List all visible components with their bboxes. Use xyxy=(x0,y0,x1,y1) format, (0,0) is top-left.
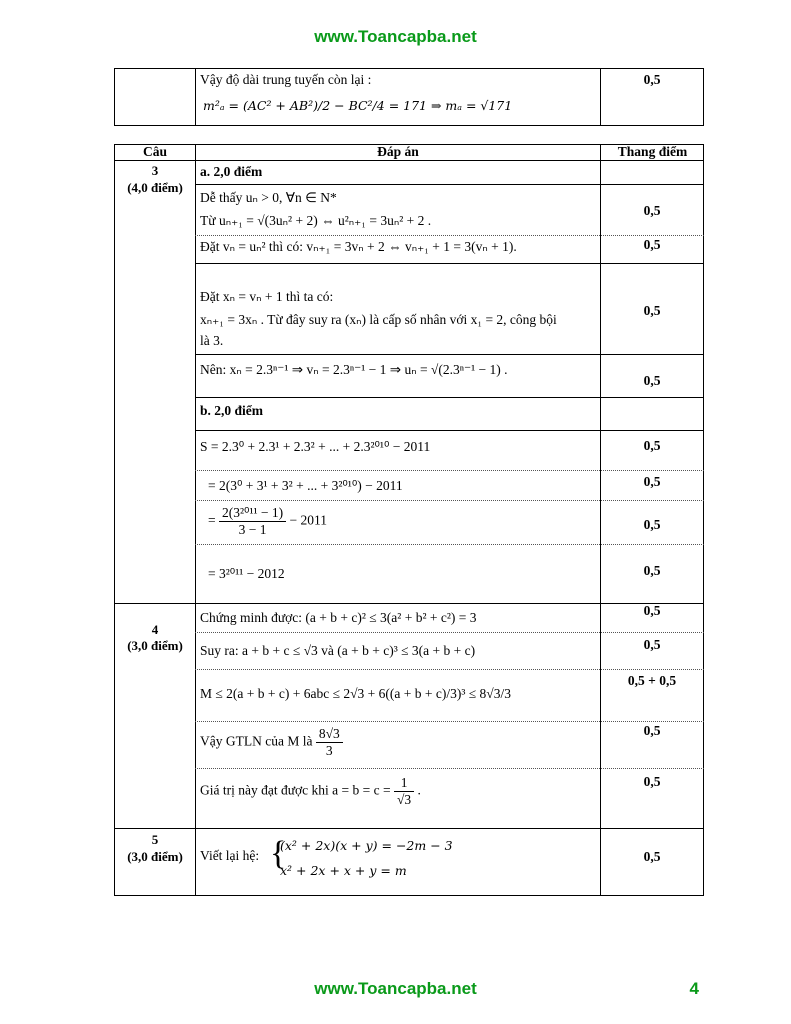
q3-number: 3 xyxy=(151,163,159,178)
q5-pre: Viết lại hệ: xyxy=(200,848,260,863)
q3-score-6: 0,5 xyxy=(643,474,661,489)
q3-score-1: 0,5 xyxy=(643,203,661,218)
q3-b1: S = 2.3⁰ + 2.3¹ + 2.3² + ... + 2.3²⁰¹⁰ − 2011 xyxy=(200,439,431,454)
q3-score-4: 0,5 xyxy=(643,373,661,388)
q3-part-a: a. 2,0 điểm xyxy=(200,164,263,179)
q4-r1: Chứng minh được: (a + b + c)² ≤ 3(a² + b² + c²) = 3 xyxy=(200,610,477,625)
q3-score-3: 0,5 xyxy=(643,303,661,318)
q3-a5: xₙ₊₁ = 3xₙ . Từ đây suy ra (xₙ) là cấp số nhân với x₁ = 2, công bội xyxy=(200,312,557,327)
header-site: www.Toancapba.net xyxy=(314,27,477,46)
top-formula: m²ₐ = (AC² + AB²)/2 − BC²/4 = 171 ⇒ mₐ = √171 xyxy=(203,98,513,113)
q3-score-2: 0,5 xyxy=(643,237,661,252)
q3-a3: Đặt vₙ = uₙ² thì có: vₙ₊₁ = 3vₙ + 2 ⇔ vₙ₊₁ + 1 = 3(vₙ + 1). xyxy=(200,239,517,254)
header-thang-diem: Thang điểm xyxy=(617,144,688,159)
q3-a2: Từ uₙ₊₁ = √(3uₙ² + 2) ⇔ u²ₙ₊₁ = 3uₙ² + 2 . xyxy=(200,213,432,228)
q3-b2: = 2(3⁰ + 3¹ + 3² + ... + 3²⁰¹⁰) − 2011 xyxy=(208,478,403,493)
q3-a4: Đặt xₙ = vₙ + 1 thì ta có: xyxy=(200,289,334,304)
q3-a6: là 3. xyxy=(200,333,224,348)
q5-brace: { xyxy=(270,835,287,872)
top-text: Vậy độ dài trung tuyến còn lại : xyxy=(200,72,372,87)
q5-eq1: (x² + 2x)(x + y) = −2m − 3 xyxy=(280,838,453,853)
header-cau: Câu xyxy=(142,144,167,159)
q3-score-7: 0,5 xyxy=(643,517,661,532)
q4-score-4: 0,5 xyxy=(643,723,661,738)
q3-a1: Dễ thấy uₙ > 0, ∀n ∈ N* xyxy=(200,190,337,205)
q3-a7: Nên: xₙ = 2.3ⁿ⁻¹ ⇒ vₙ = 2.3ⁿ⁻¹ − 1 ⇒ uₙ = √(2.3ⁿ⁻¹ − 1) . xyxy=(200,362,508,377)
q4-r2: Suy ra: a + b + c ≤ √3 và (a + b + c)³ ≤ 3(a + b + c) xyxy=(200,643,476,658)
q4-score-3: 0,5 + 0,5 xyxy=(627,673,677,688)
q3-score-8: 0,5 xyxy=(643,563,661,578)
q5-points: (3,0 điểm) xyxy=(127,849,183,864)
q3-points: (4,0 điểm) xyxy=(127,180,183,195)
q3-b3: = $\frac{\text{2(3²⁰¹¹ − 1)}}{3 - 1}$ − 2011 xyxy=(208,505,328,537)
q4-r4: Vậy GTLN của M là $\frac{8√3}{3}$ xyxy=(200,726,343,759)
header-dap-an: Đáp án xyxy=(377,144,419,159)
footer-site: www.Toancapba.net xyxy=(314,979,477,998)
q4-points: (3,0 điểm) xyxy=(127,638,183,653)
q4-r5: Giá trị này đạt được khi a = b = c = $\frac{1}{√3}$ . xyxy=(200,775,421,807)
q5-score: 0,5 xyxy=(643,849,661,864)
page-number: 4 xyxy=(689,979,699,998)
q3-score-5: 0,5 xyxy=(643,438,661,453)
q4-score-2: 0,5 xyxy=(643,637,661,652)
top-score: 0,5 xyxy=(643,72,661,87)
q5-eq2: x² + 2x + x + y = m xyxy=(280,863,407,878)
q3-b4: = 3²⁰¹¹ − 2012 xyxy=(208,566,285,581)
q4-number: 4 xyxy=(151,622,159,637)
q5-number: 5 xyxy=(151,832,159,847)
q4-r3: M ≤ 2(a + b + c) + 6abc ≤ 2√3 + 6((a + b + c)/3)³ ≤ 8√3/3 xyxy=(200,686,511,701)
q4-score-1: 0,5 xyxy=(643,603,661,618)
q4-score-5: 0,5 xyxy=(643,774,661,789)
q3-part-b: b. 2,0 điểm xyxy=(200,403,264,418)
